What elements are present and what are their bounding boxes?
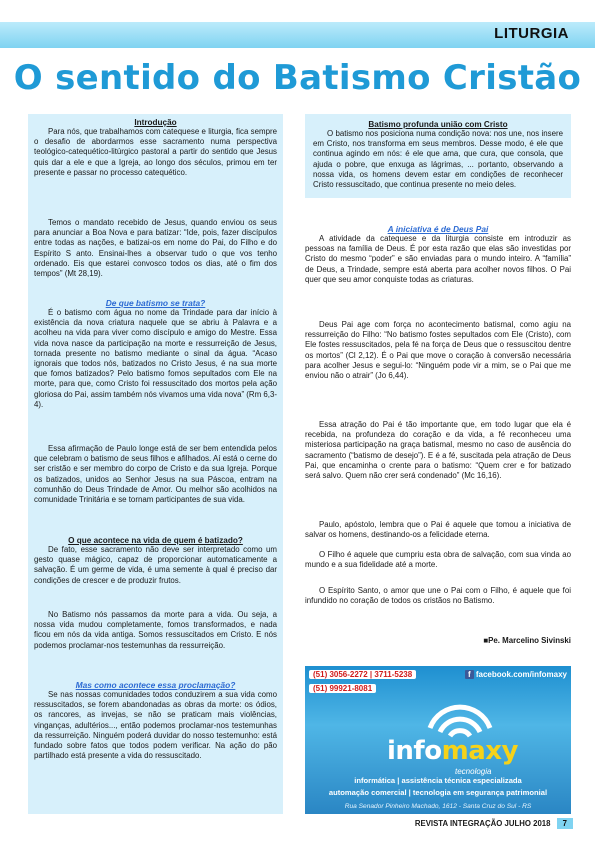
section-header-bar [0,22,595,48]
paragraph-baptism-water: É o batismo com água no nome da Trindade para dar início à existência da nova criatura naquele que se abriu à Palavra e a acolheu na vida para viver como discípulo e amigo do Mestre. Essa vida nova nasce da participação na morte e ressurreição de Jesus, tornada presente no batismo mediante o sinal da água. “Acaso ignorais que todos nós, batizados no Cristo Jesus, é na sua morte que fomos batizados? Pelo batismo fomos sepultados com Ele na morte, para que, como Cristo foi ressuscitado dos mortos pela ação gloriosa do Pai, assim também nós vivamos uma vida nova” (Rm 6,3-4). [34,308,277,409]
ad-address: Rua Senador Pinheiro Machado, 1612 - Santa Cruz do Sul - RS [344,803,532,810]
paragraph-paul-apostle: Paulo, apóstolo, lembra que o Pai é aquele que tomou a iniciativa de salvar os homens, destinando-os a felicidade eterna. [305,520,571,540]
intro-paragraph-1: Para nós, que trabalhamos com catequese e liturgia, fica sempre o desafio de abordarmos esse sacramento numa perspectiva teológico-catequético-litúrgico pastoral a partir do sentido que Jesus quis dar a ele e que a Igreja, ao longo dos séculos, primou em ter presente e passar no processo catequético. [34,127,277,177]
heading-proclamation: Mas como acontece essa proclamação? [75,680,236,690]
right-column [305,114,571,198]
heading-union-christ: Batismo profunda união com Cristo [368,120,508,129]
ad-facebook [465,670,567,679]
intro-paragraph-2: Temos o mandato recebido de Jesus, quando enviou os seus para anunciar a Boa Nova e para batizar: “Ide, pois, fazer discípulos entre todas as nações, e batizai-os em nome do Pai, do Filho e do Espírito S anto. Ensinai-lhes a observar tudo o que vos tenho ordenado. Eis que estarei convosco todos os dias, até o fim dos tempos” (Mt 28,19). [34,218,277,279]
ad-phone-1: (51) 3056-2272 | 3711-5238 [309,670,416,679]
ad-facebook-text: facebook.com/infomaxy [475,670,567,679]
baptism-section [34,298,277,410]
son-paragraph [305,550,571,570]
heading-father-initiative: A iniciativa é de Deus Pai [387,224,489,234]
intro-section [34,118,277,178]
paragraph-holy-spirit: O Espírito Santo, o amor que une o Pai com o Filho, é aquele que foi infundido no coração de todos os cristãos no Batismo. [305,586,571,606]
paragraph-attraction: Essa atração do Pai é tão importante que, em todo lugar que ela é recebida, na profundeza do coração e da vida, a fé reconheceu uma misteriosa participação na graça batismal, mesmo no caso de ausência do sacramento (“batismo de desejo”). E é a fé, suscitada pela atração de Deus Pai, que encaminha o crente para o batismo: “Quem crer e for batizado será salvo. Quem não crer será condenado” (Mc 16,16). [305,420,571,481]
facebook-icon: f [465,670,474,679]
logo-maxy: maxy [441,736,518,766]
proclamation-section [34,680,277,761]
spirit-paragraph [305,586,571,606]
heading-what-baptism: De que batismo se trata? [105,298,206,308]
paragraph-father-acts: Deus Pai age com força no acontecimento batismal, como agiu na ressurreição do Filho: “No batismo fostes sepultados com Ele (Cristo), com Ele fostes ressuscitados, pela fé na força de Deus que o ressuscitou dentre os mortos” (Cl 2,12). É o Pai que move o coração à conversão necessária para acolher Jesus e segui-lo: “Ninguém pode vir a mim, se o Pai que me enviou não o atrair” (Jo 6,44). [305,320,571,381]
paul-initiative-paragraph [305,520,571,540]
footer-publication: REVISTA INTEGRAÇÃO JULHO 2018 [414,819,551,828]
father-initiative-section [305,224,571,285]
author-name: Pe. Marcelino Sivinski [488,635,571,645]
paragraph-death-to-life: No Batismo nós passamos da morte para a vida. Ou seja, a nossa vida mudou completamente, fomos transformados, e nada ficou em nós da vida antiga. Somos ressuscitados em Cristo. E nós podemos proclamar-nos testemunhas da ressurreição. [34,610,277,650]
author-signature: ■Pe. Marcelino Sivinski [483,635,571,645]
paul-paragraph [34,444,277,505]
ad-phone-2: (51) 99921-8081 [309,684,376,693]
left-column [28,114,283,814]
death-to-life-paragraph [34,610,277,651]
logo-tagline: tecnologia [455,767,492,776]
infomaxy-advertisement[interactable] [305,666,571,814]
intro-heading: Introdução [134,118,177,127]
paragraph-catechesis: A atividade da catequese e da liturgia consiste em introduzir as pessoas na família de Deus. É por esta razão que elas são investidas por Cristo do mesmo “poder” e são enviadas para o mundo inteiro. A “família” de Deus, a Trindade, sempre está aberta para acolher novos filhos. O Pai quer que seu amor conquiste todas as criaturas. [305,234,571,284]
father-acts-paragraph [305,320,571,381]
page-footer [415,818,573,829]
article-title: O sentido do Batismo Cristão [13,58,582,98]
mandate-paragraph [34,218,277,279]
attraction-paragraph [305,420,571,481]
ad-services-2: automação comercial | tecnologia em segurança patrimonial [328,788,548,797]
logo-info: info [387,736,442,766]
wifi-icon [425,698,495,740]
heading-what-happens: O que acontece na vida de quem é batizado? [68,536,243,545]
life-section [34,536,277,586]
paragraph-germ-of-life: De fato, esse sacramento não deve ser interpretado como um gesto quase mágico, capaz de proporcionar automaticamente a salvação. É um germe de vida, é uma semente à qual é preciso dar condições de crescer e de produzir frutos. [34,545,277,585]
paragraph-new-condition: O batismo nos posiciona numa condição nova: nos une, nos insere em Cristo, nos transforma em seus membros. Desse modo, é ele que continua agindo em nós: é ele que ama, que cura, que consola, que ajuda o pobre, que enxuga as lágrimas, ... portanto, observando a nossa vida, os homens devem estar em condições de reconhecer Cristo ressuscitado, que continua presente no meio deles. [313,129,563,190]
union-with-christ-box [305,114,571,198]
paragraph-son: O Filho é aquele que cumpriu esta obra de salvação, com sua vinda ao mundo e a sua fidelidade até a morte. [305,550,571,570]
section-label: LITURGIA [494,25,569,42]
page-number: 7 [557,818,573,829]
signature-block [305,628,571,653]
infomaxy-logo [387,736,518,766]
ad-services-1: informática | assistência técnica especializada [354,776,522,785]
paragraph-communities: Se nas nossas comunidades todos conduzirem a sua vida como ressuscitados, se forem abandonadas as obras da morte: os ódios, os rancores, as invejas, se não se praticam mais violências, vinganças, adultérios..., então podemos proclamar-nos testemunhas da ressurreição. Ninguém poderá duvidar do nosso testemunho: está fundado sobre fatos que todos podem verificar. Na ação do pão partilhado está presente a vida do ressuscitado. [34,690,277,761]
paragraph-paul: Essa afirmação de Paulo longe está de ser bem entendida pelos que celebram o batismo de seus filhos e afilhados. Aí está o cerne do ser cristão e ser membro do corpo de Cristo e da sua Igreja. Porque os batizados, unidos ao Senhor Jesus na sua Páscoa, entram na comunhão do Deus Trindade de Amor. Ou melhor são acolhidos na comunidade Trinitária e se tornam participantes de sua vida. [34,444,278,505]
